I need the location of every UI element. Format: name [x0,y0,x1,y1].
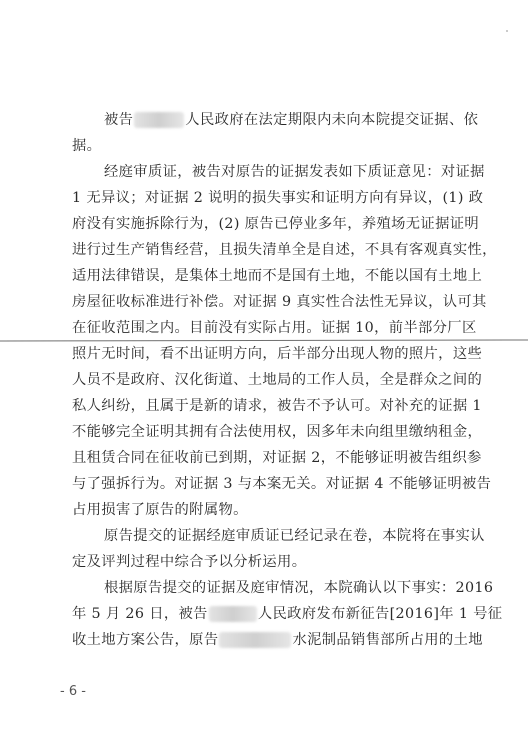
text-line: 照片无时间，看不出证明方向，后半部分出现人物的照片，这些 [72,346,483,362]
text-line: 经庭审质证，被告对原告的证据发表如下质证意见：对证据 [104,164,485,180]
text-line: 不能够完全证明其拥有合法使用权，因多年未向组里缴纳租金， [72,424,483,440]
redaction-block [134,112,184,128]
text-line [72,627,483,653]
text-line: 房屋征收标准进行补偿。对证据 9 真实性合法性无异议，认可其 [72,294,487,310]
text-segment: 收土地方案公告，原告 [72,632,219,648]
text-line: 且租赁合同在征收前已到期，对证据 2，不能够证明被告组织参 [72,450,482,466]
text-line: 人员不是政府、汉化街道、土地局的工作人员，全是群众之间的 [72,372,483,388]
redaction-block [209,606,257,622]
text-line [104,107,478,133]
text-line: 根据原告提交的证据及庭审情况，本院确认以下事实：2016 [104,580,494,596]
text-line: 进行过生产销售经营，且损失清单全是自述，不具有客观真实性， [72,242,497,258]
text-line: 在征收范围之内。目前没有实际占用。证据 10，前半部分厂区 [72,320,477,336]
text-segment: 年 5 月 26 日，被告 [72,606,208,622]
text-segment: 被告 [104,112,134,128]
redaction-block [219,632,291,648]
text-line: 1 无异议；对证据 2 说明的损失事实和证明方向有异议，(1) 政 [72,190,484,206]
text-line: 据。 [72,138,102,154]
text-line: 与了强拆行为。对证据 3 与本案无关。对证据 4 不能够证明被告 [72,476,492,492]
text-segment: 人民政府发布新征告[2016]年 1 号征 [257,606,503,622]
text-line: 定及评判过程中综合予以分析运用。 [72,554,307,570]
text-segment: 人民政府在法定期限内未向本院提交证据、依 [185,112,479,128]
text-line: 私人纠纷，且属于是新的请求，被告不予认可。对补充的证据 1 [72,398,482,414]
text-line: 占用损害了原告的附属物。 [72,502,248,518]
page-number: - 6 - [60,684,86,699]
text-line: 府没有实施拆除行为，(2) 原告已停业多年，养殖场无证据证明 [72,216,480,232]
text-line: 适用法律错误，是集体土地而不是国有土地，不能以国有土地上 [72,268,483,284]
text-line: 原告提交的证据经庭审质证已经记录在卷，本院将在事实认 [104,528,485,544]
text-segment: 水泥制品销售部所占用的土地 [292,632,483,648]
scan-speck [506,30,508,32]
text-line [72,601,502,627]
